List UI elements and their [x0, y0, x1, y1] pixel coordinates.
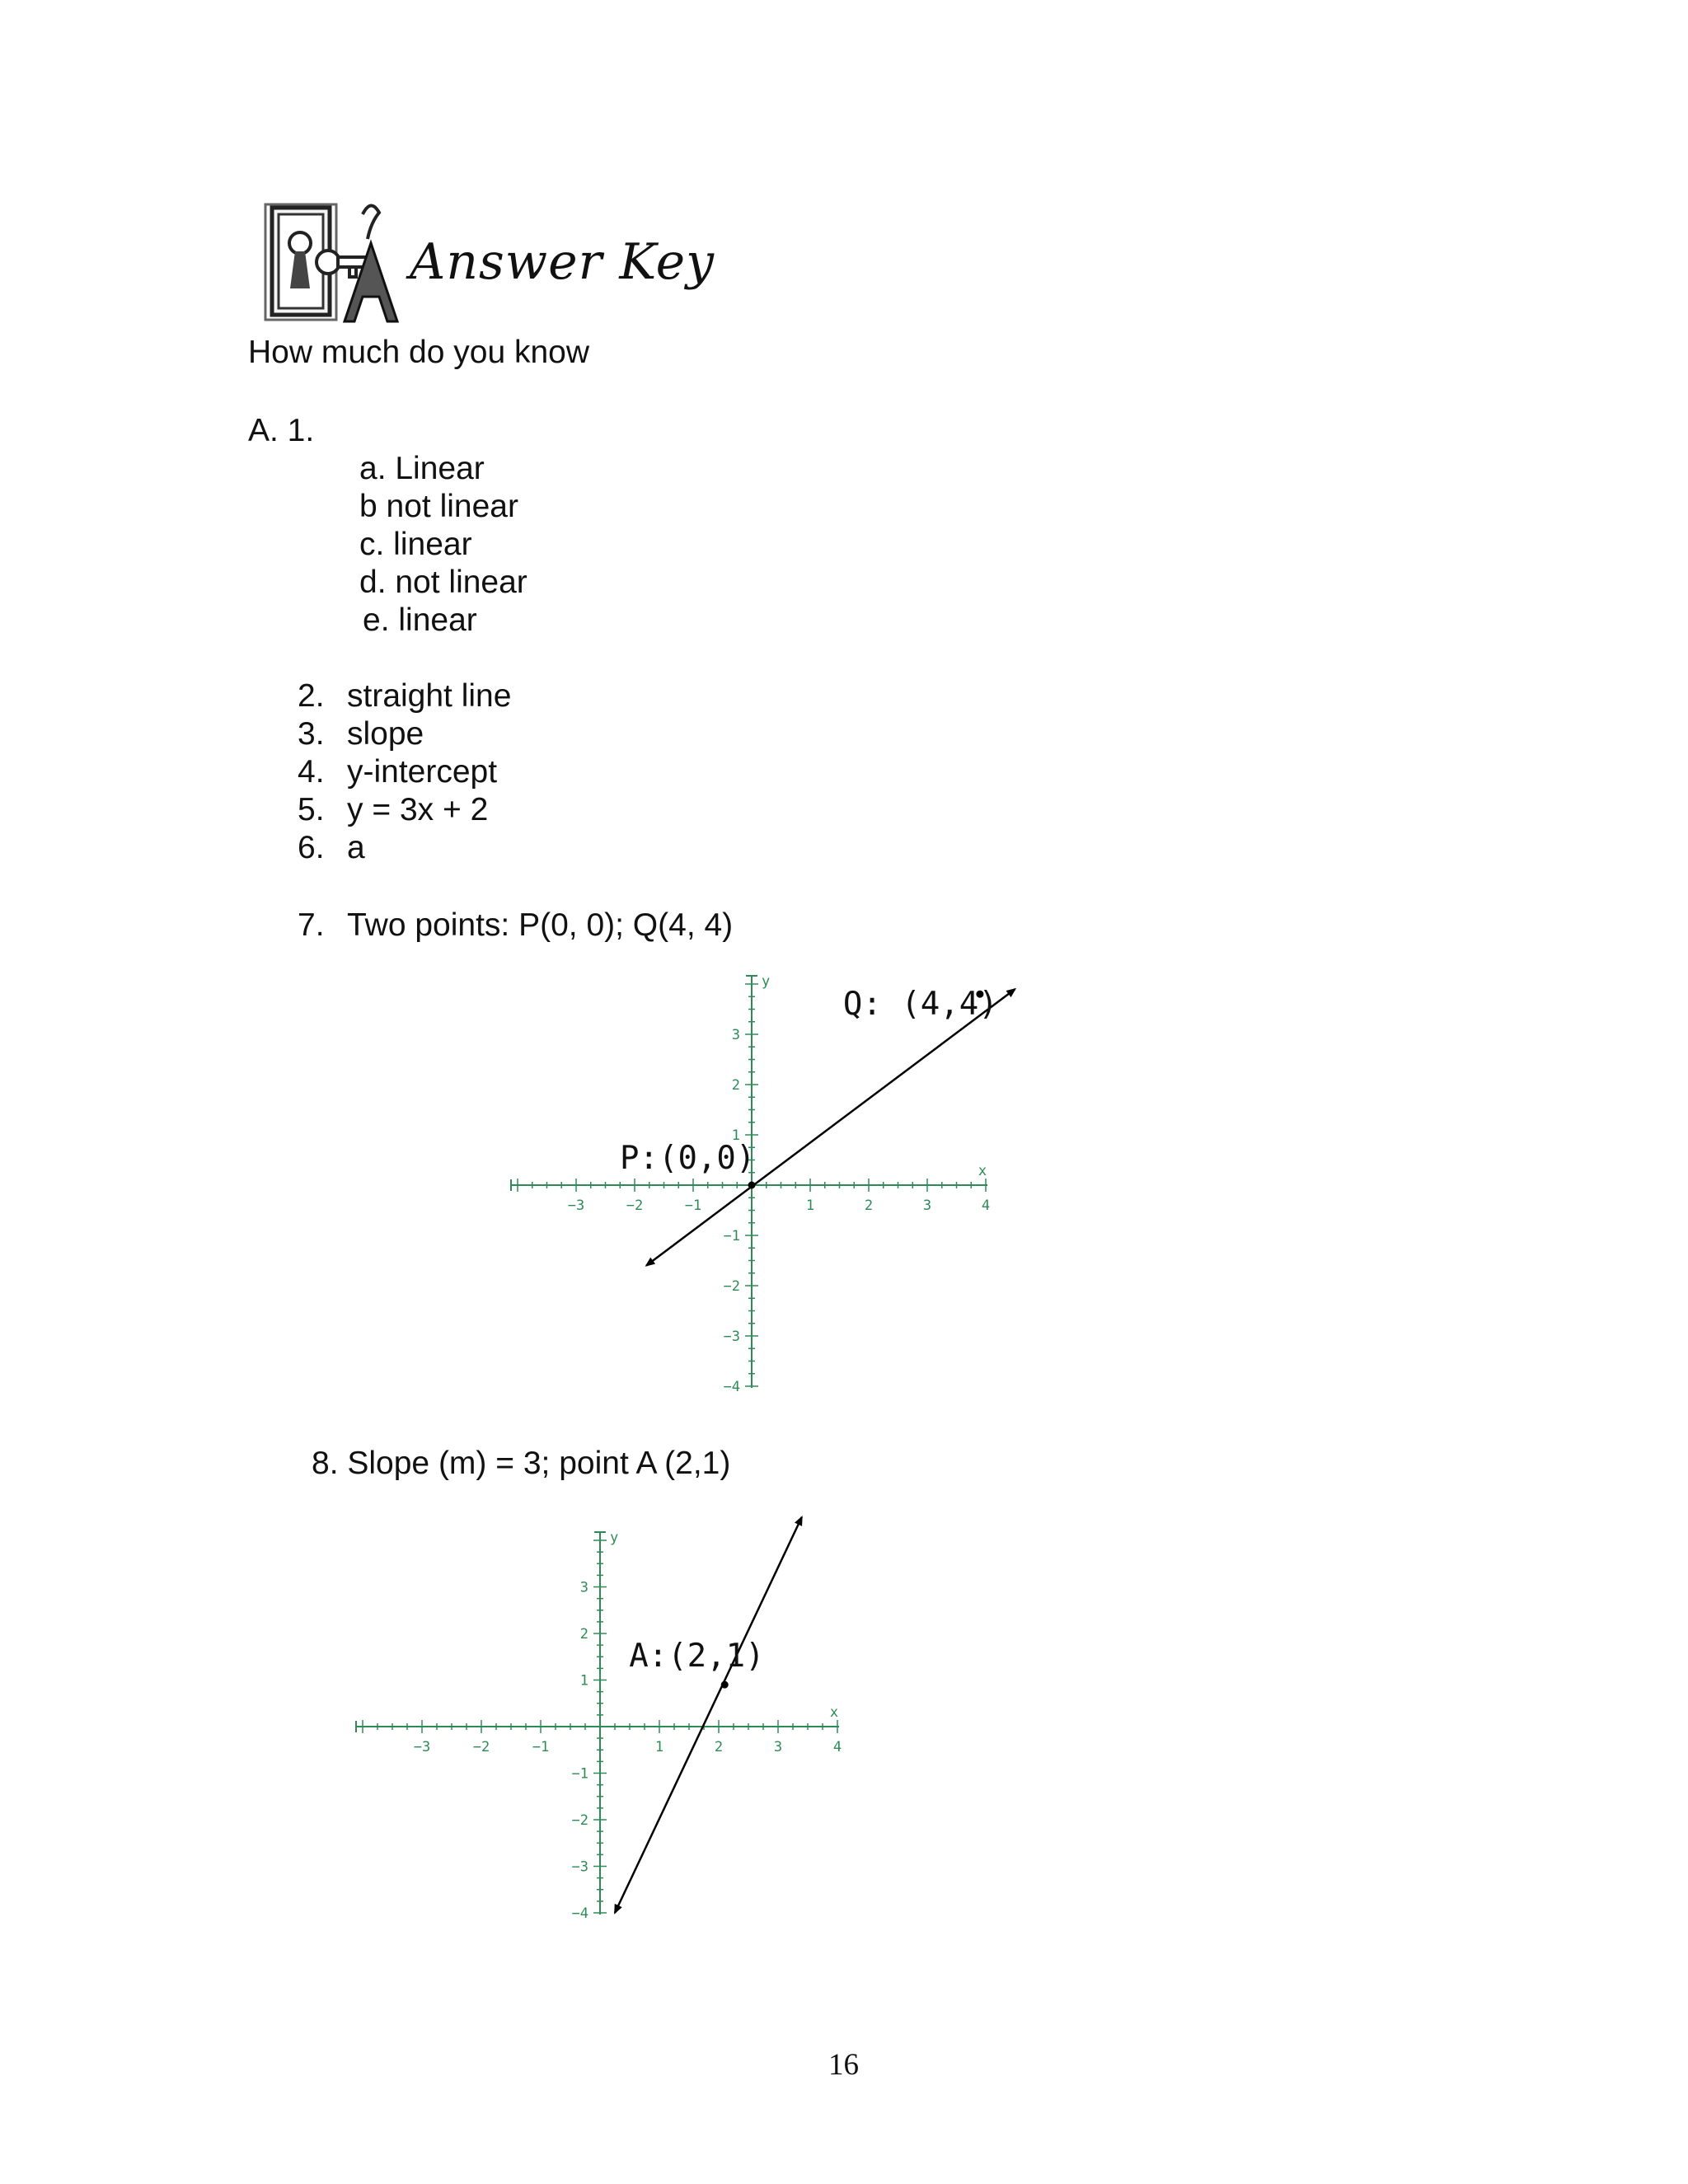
x-axis-label: x	[829, 1704, 839, 1721]
answer-number: 2.	[298, 678, 325, 714]
answer-row	[298, 677, 511, 715]
q1-item-b: b not linear	[359, 489, 518, 524]
x-tick-label: −1	[532, 1739, 550, 1755]
graph-q7	[495, 972, 1039, 1401]
y-tick-label: 1	[579, 1672, 588, 1690]
q1-item-e: e. linear	[363, 602, 477, 638]
answer-row	[298, 791, 488, 829]
answer-number: 6.	[298, 830, 325, 865]
page-title: Answer Key	[410, 233, 715, 291]
x-tick-label: −2	[626, 1197, 644, 1214]
y-tick-label: 3	[731, 1027, 740, 1043]
y-tick-label: 3	[579, 1579, 588, 1596]
graph-line	[615, 1517, 802, 1913]
x-tick-label: 4	[981, 1197, 991, 1214]
section-a-heading: A. 1.	[248, 413, 315, 448]
point-label-p: P:(0,0)	[620, 1140, 756, 1177]
x-tick-label: 1	[654, 1739, 664, 1755]
q1-item-a: a. Linear	[359, 451, 485, 486]
answer-text: y = 3x + 2	[347, 792, 489, 827]
x-tick-label: −2	[472, 1739, 490, 1755]
y-axis-label: y	[610, 1530, 619, 1546]
graph-line	[646, 989, 1015, 1266]
answer-text: straight line	[347, 678, 512, 714]
x-tick-label: −1	[684, 1197, 702, 1214]
q1-item-c: c. linear	[359, 527, 472, 562]
q7-number: 7.	[298, 907, 325, 943]
y-tick-label: −2	[723, 1278, 740, 1295]
y-tick-label: −3	[571, 1858, 588, 1876]
question-8: 8. Slope (m) = 3; point A (2,1)	[312, 1446, 731, 1481]
question-7	[298, 907, 733, 944]
x-tick-label: −3	[567, 1197, 585, 1214]
answer-row	[298, 829, 365, 867]
answer-row	[298, 753, 497, 791]
y-tick-label: −1	[571, 1765, 588, 1783]
y-tick-label: −1	[723, 1228, 740, 1244]
point-label-a: A:(2,1)	[629, 1638, 765, 1675]
graph-q8	[346, 1500, 874, 1929]
point-a	[721, 1681, 729, 1689]
x-tick-label: 2	[864, 1197, 874, 1214]
answer-text: y-intercept	[347, 754, 498, 790]
y-tick-label: −4	[571, 1905, 588, 1922]
intro-text: How much do you know	[248, 335, 590, 370]
answer-row	[298, 715, 424, 753]
x-tick-label: 2	[714, 1739, 724, 1755]
x-tick-label: 1	[805, 1197, 815, 1214]
y-tick-label: −3	[723, 1329, 740, 1345]
point-p	[748, 1182, 756, 1189]
x-tick-label: 4	[832, 1739, 842, 1755]
point-label-q: Q: (4,4)	[842, 986, 998, 1024]
answer-text: slope	[347, 716, 424, 752]
x-tick-label: 3	[773, 1739, 783, 1755]
y-tick-label: −2	[571, 1812, 588, 1829]
x-tick-label: 3	[922, 1197, 932, 1214]
y-tick-label: 1	[731, 1127, 740, 1144]
answer-number: 3.	[298, 716, 325, 752]
y-tick-label: 2	[579, 1626, 588, 1643]
q7-text: Two points: P(0, 0); Q(4, 4)	[347, 907, 734, 943]
key-and-keyhole-icon	[247, 198, 404, 330]
answer-text: a	[347, 830, 365, 865]
q1-item-d: d. not linear	[359, 565, 528, 600]
page-number: 16	[828, 2048, 859, 2082]
x-tick-label: −3	[413, 1739, 431, 1755]
y-axis-label: y	[762, 973, 771, 990]
y-tick-label: −4	[723, 1379, 740, 1395]
x-axis-label: x	[978, 1163, 987, 1179]
answer-number: 5.	[298, 792, 325, 827]
answer-number: 4.	[298, 754, 325, 790]
y-tick-label: 2	[731, 1077, 740, 1094]
